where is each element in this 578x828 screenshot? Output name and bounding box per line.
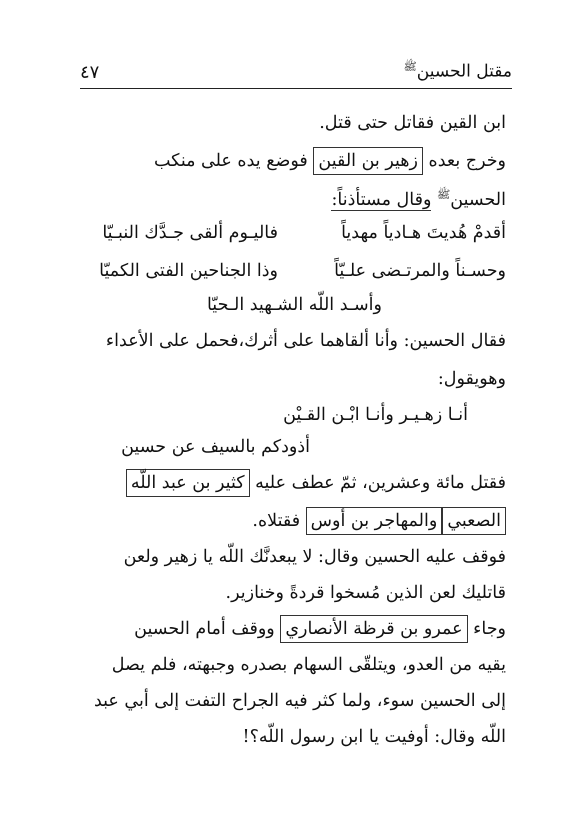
text-segment: فقتلاه. [252, 511, 301, 531]
honorific-mark: ﷺ [403, 60, 417, 73]
header-rule [80, 88, 512, 89]
text-segment: وجاء [473, 619, 506, 639]
text-line-13: فوقف عليه الحسين وقال: لا يبعدنَّك اللّه يا زهير ولعن [123, 547, 506, 567]
text-line-17: إلى الحسين سوء، ولما كثر فيه الجراح التفت إلى أبي عبد [93, 691, 506, 711]
text-line-15 [134, 614, 506, 644]
boxed-name-kathir: كثير بن عبد اللّه [126, 469, 250, 497]
poem-hemistich-1-left: فاليـوم ألقى جـدَّك النبـيّا [102, 223, 278, 243]
text-segment: فقتل مائة وعشرين، ثمّ عطف عليه [255, 473, 506, 493]
text-line-2 [154, 146, 506, 176]
running-title-text: مقتل الحسين [416, 61, 512, 82]
text-segment: فوضع يده على منكب [153, 151, 308, 171]
page-number: ٤٧ [80, 62, 100, 83]
text-line-11 [126, 468, 506, 498]
text-line-7: فقال الحسين: وأنا ألقاهما على أثرك،فحمل على الأعداء [105, 331, 506, 351]
poem-hemistich-2-right: وحسـناً والمرتـضى علـيّاً [334, 261, 506, 281]
text-segment: وقال مستأذناً: [331, 189, 432, 210]
text-line-8: وهويقول: [437, 369, 506, 389]
text-line-3 [331, 180, 506, 210]
running-title [403, 60, 512, 82]
text-line-16: يقيه من العدو، ويتلقّى السهام بصدره وجبهته، فلم يصل [111, 655, 506, 675]
poem-hemistich-1-right: أقدمْ هُديتَ هـادياً مهدياً [341, 223, 506, 243]
poem-hemistich-2-left: وذا الجناحين الفتى الكميّا [99, 261, 278, 281]
text-line-10: أذودكم بالسيف عن حسين [121, 437, 310, 457]
text-line-12 [252, 506, 506, 536]
boxed-name-amr: عمرو بن قرظة الأنصاري [280, 615, 467, 643]
text-line-9: أنـا زهـيـر وأنـا ابْـن القـيْن [283, 405, 468, 425]
poem-line-3: وأسـد اللّه الشـهيد الـحيّا [206, 295, 382, 315]
text-segment: ووقف أمام الحسين [134, 619, 275, 639]
text-line-14: قاتليك لعن الذين مُسخوا قردةً وخنازير. [225, 583, 506, 603]
honorific-mark: ﷺ [436, 188, 451, 201]
text-line-1: ابن القين فقاتل حتى قتل. [319, 113, 506, 133]
text-line-18: اللّه وقال: أوفيت يا ابن رسول اللّه؟! [242, 727, 506, 747]
text-segment: وخرج بعده [428, 151, 506, 171]
text-segment: الحسين [450, 189, 506, 210]
boxed-name-muhajir: والمهاجر بن أوس [306, 507, 443, 535]
boxed-name-saabi: الصعبي [442, 507, 506, 535]
boxed-name-zuhair: زهير بن القين [313, 147, 423, 175]
